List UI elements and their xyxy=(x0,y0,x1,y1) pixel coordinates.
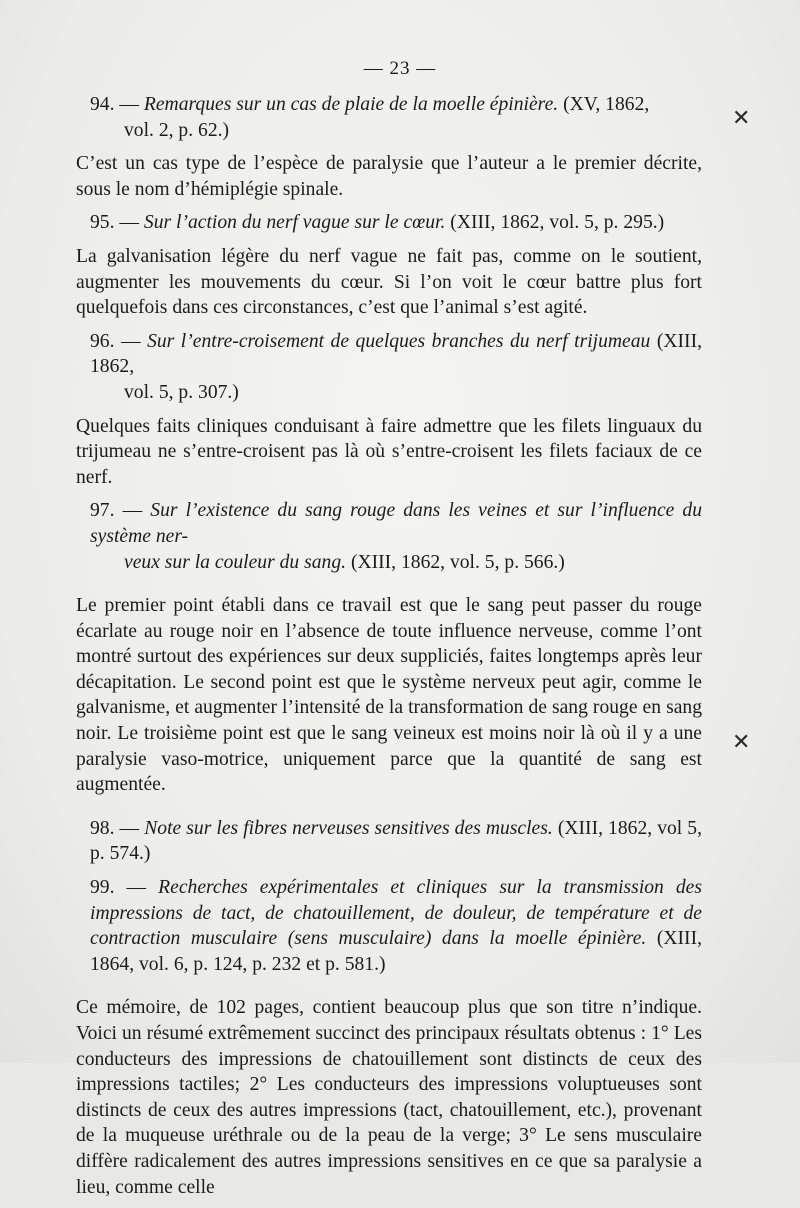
entry-summary: C’est un cas type de l’espèce de paralysie que l’auteur a le premier décrite, sous le nom d’hémiplégie spinale. xyxy=(76,153,702,200)
entry-title-continued: veux sur la couleur du sang. xyxy=(124,551,347,573)
margin-cross-mark: ✕ xyxy=(732,106,751,131)
entry-title: Recherches expérimentales et cliniques sur la transmission des impressions de tact, de chatouillement, de douleur, de température et de contraction musculaire (sens musculaire) dans la moelle épinière. xyxy=(90,877,702,950)
bibliography-entry-99 xyxy=(76,875,702,977)
entry-summary: Le premier point établi dans ce travail est que le sang peut passer du rouge écarlate au rouge noir en l’absence de toute influence nerveuse, comme l’ont montré surtout des expériences sur deux suppliciés, faites longtemps après leur décapitation. Le second point est que le système nerveux peut agir, comme le galvanisme, et augmenter l’intensité de la transformation de sang rouge en sang noir. Le troisième point est que le sang veineux est moins noir là où il y a une paralysie vaso-motrice, uniquement parce que la quantité de sang est augmentée. xyxy=(76,595,702,796)
entry-summary: Quelques faits cliniques conduisant à faire admettre que les filets linguaux du trijumeau ne s’entre-croisent pas là où s’entre-croisent les filets faciaux de ce nerf. xyxy=(76,415,702,488)
entry-number: 98. — xyxy=(90,817,140,839)
entry-reference: (XV, 1862, xyxy=(563,94,650,115)
entry-reference: (XIII, 1862, xyxy=(90,330,702,378)
bibliography-entry-97 xyxy=(76,498,702,575)
entry-title: Sur l’action du nerf vague sur le cœur. xyxy=(143,212,446,234)
bibliography-entry-94 xyxy=(76,92,702,143)
entry-title: Sur l’entre-croisement de quelques branches du nerf trijumeau xyxy=(147,330,651,352)
entry-reference: (XIII, 1862, vol 5, p. 574.) xyxy=(90,817,702,865)
entry-summary: La galvanisation légère du nerf vague ne fait pas, comme on le soutient, augmenter les mouvements du cœur. Si l’on voit le cœur battre plus fort quelquefois dans ces circonstances, c’est que l’animal s’est agité. xyxy=(76,245,702,319)
bibliography-entry-95 xyxy=(76,210,702,236)
entry-summary: Ce mémoire, de 102 pages, contient beaucoup plus que son titre n’indique. Voici un résumé extrêmement succinct des principaux résultats obtenus : 1° Les conducteurs des impressions de chatouillement sont distincts de ceux des impressions tactiles; 2° Les conducteurs des impressions voluptueuses sont distincts de ceux des autres impressions (tact, chatouillement, etc.), provenant de la muqueuse uréthrale ou de la peau de la verge; 3° Le sens musculaire diffère radicalement des autres impressions sensitives en ce que sa paralysie a lieu, comme celle xyxy=(76,997,702,1198)
entry-title: Remarques sur un cas de plaie de la moelle épinière. xyxy=(143,94,559,115)
entry-number: 94. — xyxy=(90,94,139,115)
margin-cross-mark: ✕ xyxy=(732,730,751,755)
entry-title: Note sur les fibres nerveuses sensitives des muscles. xyxy=(144,817,553,839)
entry-number: 97. — xyxy=(90,500,143,522)
entry-number: 99. — xyxy=(90,877,147,899)
page-number: — 23 — xyxy=(363,58,437,79)
entry-reference: (XIII, 1862, vol. 5, p. 566.) xyxy=(350,551,565,573)
entry-title: Sur l’existence du sang rouge dans les veines et sur l’influence du système ner- xyxy=(90,500,703,547)
entry-reference-continued: vol. 5, p. 307.) xyxy=(124,381,239,403)
bibliography-entry-98 xyxy=(76,816,702,867)
bibliography-entry-96 xyxy=(76,329,702,406)
entry-reference: (XIII, 1862, vol. 5, p. 295.) xyxy=(450,212,665,234)
entry-reference-continued: vol. 2, p. 62.) xyxy=(124,119,230,141)
entry-number: 95. — xyxy=(90,212,139,234)
entry-reference: (XIII, 1864, vol. 6, p. 124, p. 232 et p. 581.) xyxy=(90,928,702,975)
page-body xyxy=(76,92,702,1208)
entry-number: 96. — xyxy=(90,330,141,352)
